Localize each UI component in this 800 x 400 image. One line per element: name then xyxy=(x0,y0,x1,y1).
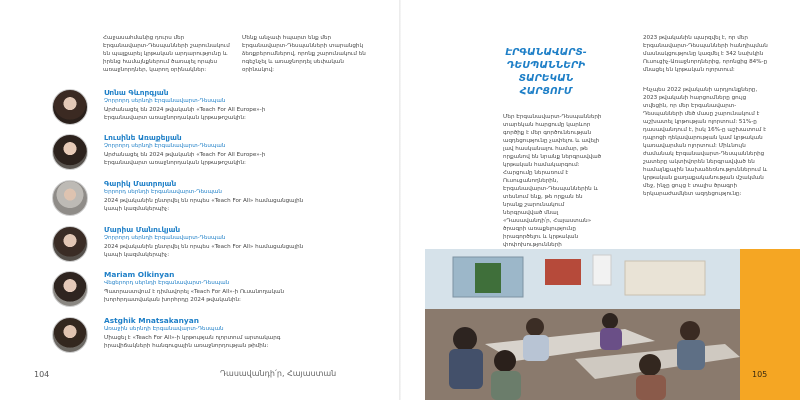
person-name: Մարիա Մանուկյան xyxy=(104,225,181,234)
body-paragraph-3: Ինչպես 2022 թվականի արդյունքները, 2023 թվականի հարցումները ցույց տվեցին, որ մեր Էրգանավարտ-Դեսպանների մեծ մասը շարունակում է աշխատել կրթության ոլորտում: 51%-ը դասավանդում է, իսկ 16%-ը աշխատում է դպրոցի ղեկավարության կամ կրթական կառավարման ոլորտում: Միևնույն ժամանակ Էրգանավարտ-Դեսպաններից շատերը ակտիվորեն ներգրավված են համայնքային նախաձեռնություններում և կրթական քաղաքականության մշակման մեջ, ինչը ցույց է տալիս ծրագրի երկարաժամկետ ազդեցությունը: xyxy=(643,87,768,197)
person-role: Առաջին սերնդի Էրգանավարտ-Դեսպան xyxy=(104,326,224,332)
person-name: Սոնա Գևորգյան xyxy=(104,88,169,97)
intro-paragraph-left: Հաջասահմանից դուրս մեր Էրգանավարտ-Դեսպանների շարունակում են պայքարել կրթական արդարությունը և իրենց համայնքներում ծառայել որպես առաջնորդներ, կարող օրինակներ: xyxy=(103,35,230,73)
person-description: 2024 թվականին ընտրվել են որպես «Teach For All» համացանցային կապի կազմակերպիչ: xyxy=(104,198,304,212)
person-role: Չորրորդ սերնդի Էրգանավարտ-Դեսպան xyxy=(104,143,226,149)
person-description: 2024 թվականին ընտրվել են որպես «Teach For All» համացանցային կապի կազմակերպիչ: xyxy=(104,244,304,258)
person-role: Երրորդ սերնդի Էրգանավարտ-Դեսպան xyxy=(104,189,222,195)
person-description: Պատրաստվում է դիմավորել «Teach For All»-ի Ուսանողական խորհրդատվական խորհրդը 2024 թվականին: xyxy=(104,289,285,303)
person-role: Վեցերորդ սերնդի Էրգանավարտ-Դեսպան xyxy=(104,280,230,286)
section-heading: ԷՐԳԱՆԱՎԱՐՏ-ԴԵՍՊԱՆՆԵՐԻ ՏԱՐԵԿԱՆ ՀԱՐՑՈՒՄ xyxy=(505,47,587,97)
person-name: Լուսինե Առաքելյան xyxy=(104,133,182,142)
page-number-left: 104 xyxy=(34,370,50,379)
classroom-photo-illustration xyxy=(425,249,740,400)
person-description: Արժանացել են 2024 թվականի «Teach For All Europe»-ի Էրգանավարտ առաջնորդական կրթաթոշակին: xyxy=(104,107,266,121)
person-name: Mariam Olkinyan xyxy=(104,270,175,279)
footer-title: Դասավանդի՛ր, Հայաստան xyxy=(220,369,337,378)
person-description: Արժանացել են 2024 թվականի «Teach For All Europe»-ի Էրգանավարտ առաջնորդական կրթաթոշակին: xyxy=(104,152,266,166)
person-name: Astghik Mnatsakanyan xyxy=(104,316,199,325)
page-number-right: 105 xyxy=(752,370,768,379)
person-role: Չորրորդ սերնդի Էրգանավարտ-Դեսպան xyxy=(104,235,226,241)
accent-block xyxy=(740,249,800,400)
body-paragraph-2: 2023 թվականին պարզվել է, որ մեր Էրգանավարտ-Դեսպանների հանդիպման մասնակցությունը կազմել է 342 նախկին Ուսուցիչ-Առաջնորդներից, որոնցից 84%-ը մնացել են կրթական ոլորտում: xyxy=(643,35,768,73)
person-name: Գարիկ Մատրոյան xyxy=(104,179,177,188)
person-role: Չորրորդ սերնդի Էրգանավարտ-Դեսպան xyxy=(104,98,226,104)
classroom-photo xyxy=(425,249,740,400)
person-description: Միացել է «Teach For All»-ի կրթության ոլորտում արտակարգ իրավիճակների հանգուցային առաջնորդության թիմին: xyxy=(104,335,281,349)
intro-paragraph-right: Մենք անչափ հպարտ ենք մեր Էրգանավարտ-Դեսպանների տարանցիկ ձեռքբերումներով, որոնք շարունակում են ոգեշնչել և առաջնորդել սեփական օրինակով: xyxy=(242,35,366,73)
body-paragraph-1: Մեր Էրգանավարտ-Դեսպանների տարեկան հարցումը կարևոր գործիք է մեր գործունեության ազդեցությունը չափելու և ավելի լավ հասկանալու համար, թե որքանով են նրանք ներգրավված կրթական համակարգում: Հարցումը ներառում է Ուսուցանողներին, Էրգանավարտ-Դեսպաններին և տեսնում ենք, թե որքան են նրանք շարունակում ներգրավված մնալ «Դասավանդի՛ր, Հայաստան» ծրագրի առաքելությունը իրագործելու և կրթական փոփոխությունների xyxy=(503,114,602,248)
